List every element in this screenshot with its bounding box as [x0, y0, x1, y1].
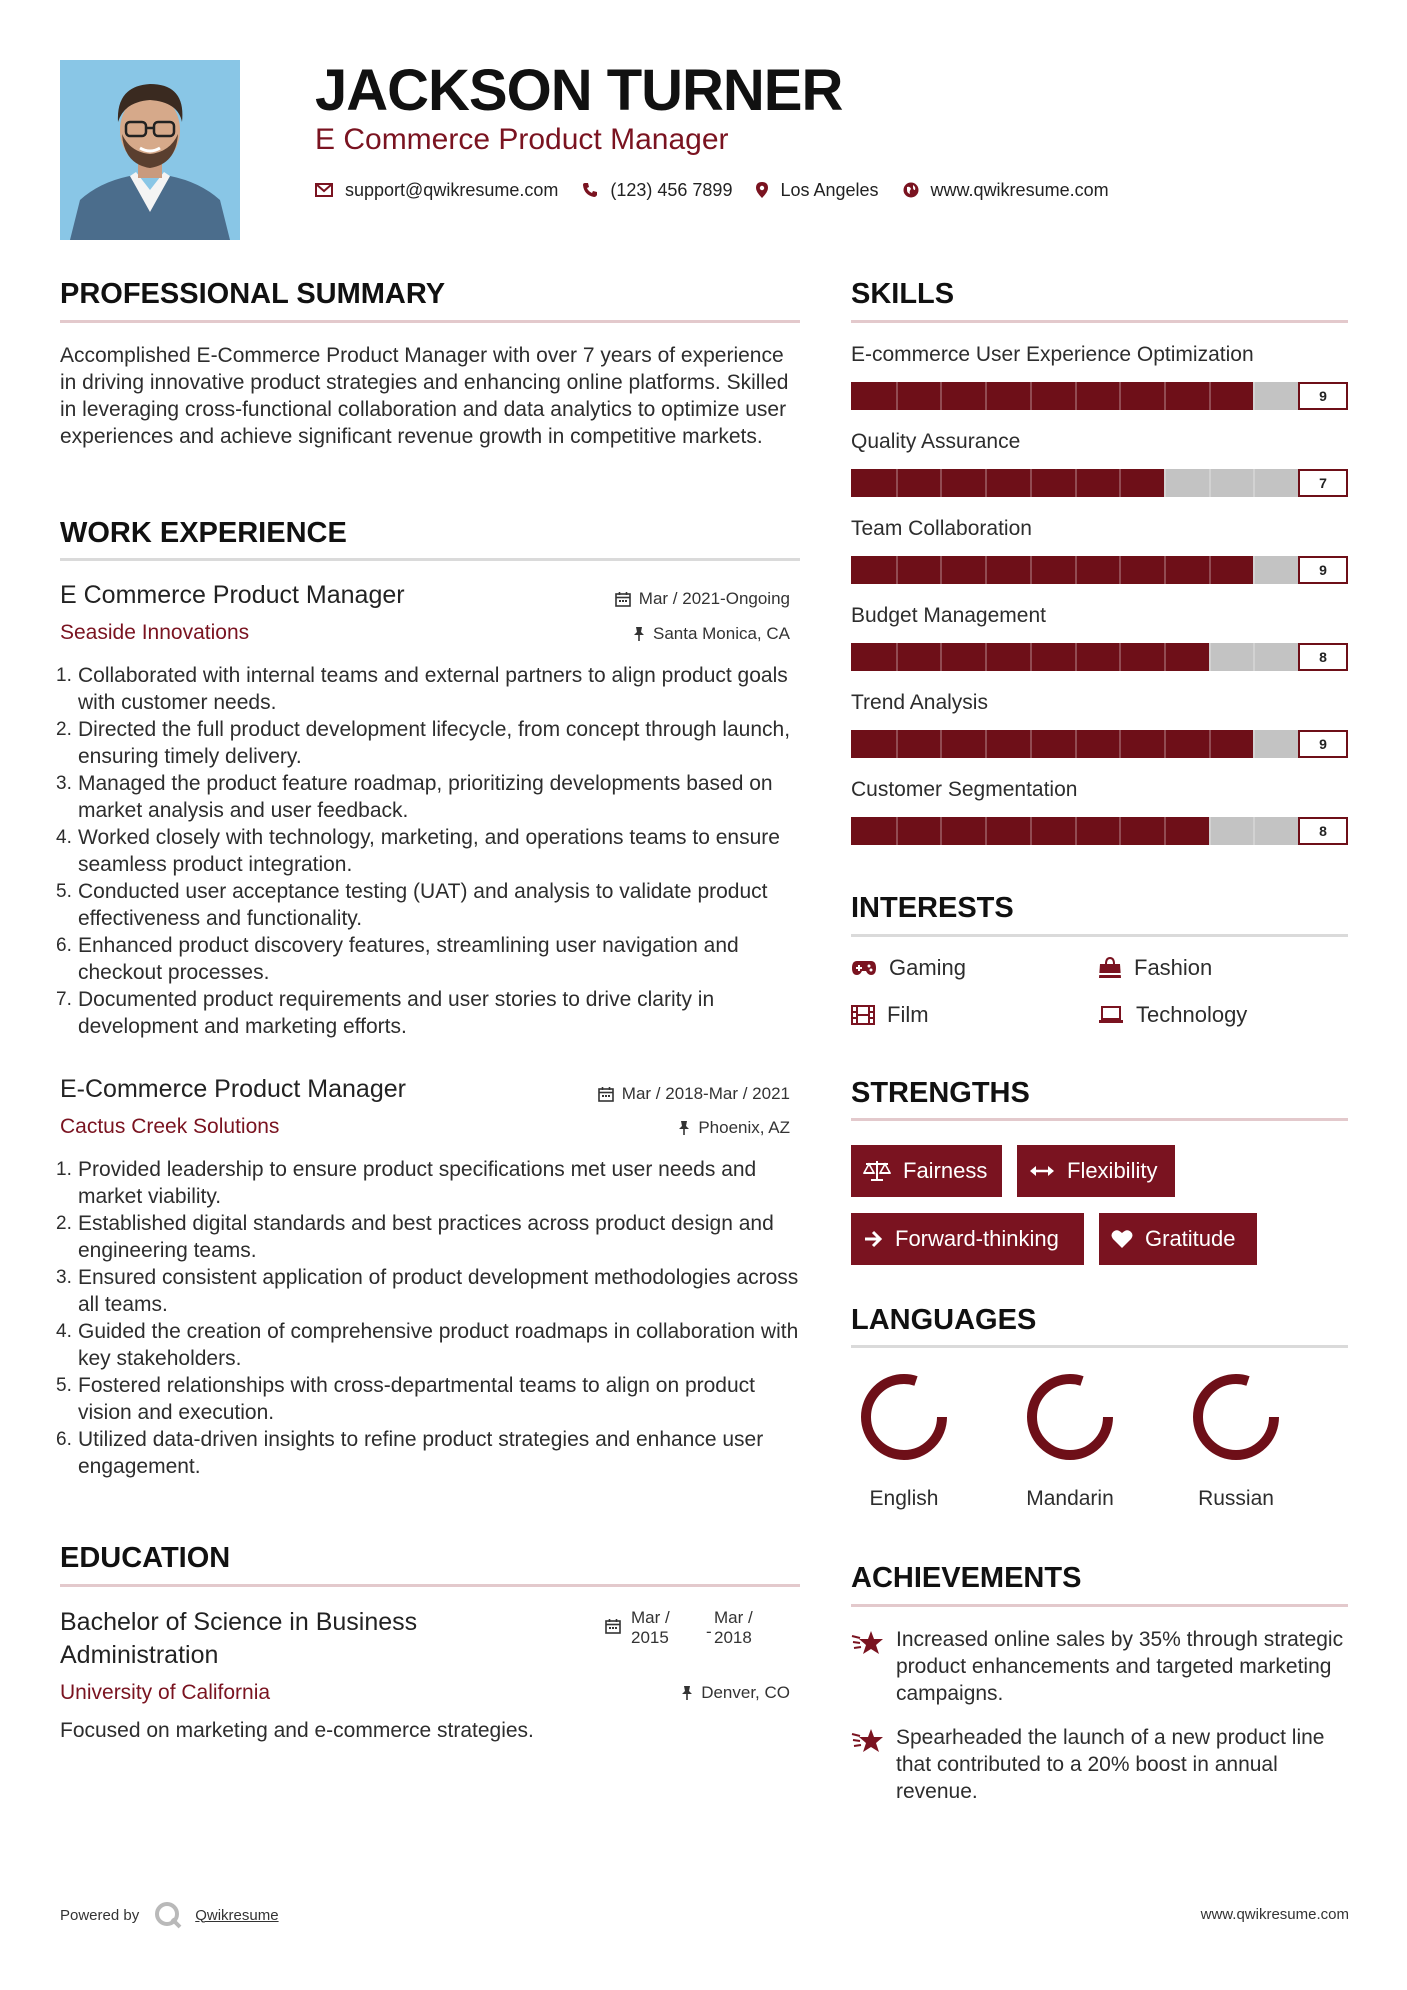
language-proficiency-ring	[1025, 1372, 1115, 1462]
candidate-name: JACKSON TURNER	[315, 58, 843, 123]
phone-text: (123) 456 7899	[610, 179, 733, 200]
skill-level-value: 7	[1298, 469, 1348, 497]
skill-name: Quality Assurance	[851, 430, 1021, 453]
skill-segment-divider	[1030, 556, 1032, 584]
strength-label: Forward-thinking	[895, 1226, 1059, 1251]
list-item: 4. Worked closely with technology, marketing, and operations teams to ensure seamless product integration.	[56, 826, 780, 876]
map-pin-icon	[756, 182, 768, 198]
interests-divider	[851, 934, 1348, 937]
calendar-icon	[615, 591, 631, 607]
avatar	[60, 60, 240, 240]
contact-phone[interactable]	[582, 180, 732, 201]
shopping-bag-icon	[1098, 957, 1122, 979]
summary-divider	[60, 320, 800, 323]
skills-heading: SKILLS	[851, 278, 955, 310]
pushpin-icon	[681, 1685, 693, 1701]
skill-segment-divider	[1164, 643, 1166, 671]
achievements-heading: ACHIEVEMENTS	[851, 1562, 1082, 1594]
skill-segment-divider	[1030, 643, 1032, 671]
brand-link[interactable]: Qwikresume	[195, 1906, 279, 1924]
list-item: 5. Fostered relationships with cross-departmental teams to align on product vision and execution.	[56, 1374, 756, 1424]
summary-heading: PROFESSIONAL SUMMARY	[60, 278, 446, 310]
strength-label: Gratitude	[1145, 1226, 1236, 1251]
degree-title: Bachelor of Science in Business Administration	[60, 1608, 418, 1669]
skill-level-value: 9	[1298, 382, 1348, 410]
list-item: 1. Collaborated with internal teams and external partners to align product goals with customer needs.	[56, 664, 788, 714]
calendar-icon	[605, 1618, 621, 1634]
languages-heading: LANGUAGES	[851, 1304, 1037, 1336]
skill-segment-divider	[896, 730, 898, 758]
skill-segment-divider	[1164, 382, 1166, 410]
job-date	[598, 1083, 790, 1105]
edu-location	[681, 1682, 790, 1704]
language-name: English	[869, 1487, 939, 1510]
language-proficiency-ring	[1191, 1372, 1281, 1462]
edu-end-month: Mar /	[714, 1608, 753, 1627]
skill-segment-divider	[1253, 382, 1255, 410]
list-item: 5. Conducted user acceptance testing (UAT) and analysis to validate product effectiveness and functionality.	[56, 880, 768, 930]
edu-description: Focused on marketing and e-commerce strategies.	[60, 1719, 534, 1742]
strengths-heading: STRENGTHS	[851, 1077, 1030, 1109]
list-item: 3. Ensured consistent application of product development methodologies across all teams.	[56, 1266, 799, 1316]
skill-segment-divider	[940, 382, 942, 410]
skill-segment-divider	[896, 382, 898, 410]
skill-segment-divider	[1075, 817, 1077, 845]
skill-segment-divider	[985, 643, 987, 671]
list-item: 6. Enhanced product discovery features, streamlining user navigation and checkout processes.	[56, 934, 739, 984]
gamepad-icon	[851, 960, 877, 976]
laptop-icon	[1098, 1006, 1124, 1024]
contact-bar	[315, 178, 1133, 202]
job-date-text: Mar / 2021-Ongoing	[638, 589, 790, 608]
skill-segment-divider	[985, 556, 987, 584]
education-heading: EDUCATION	[60, 1542, 231, 1574]
interest-film	[851, 1001, 929, 1029]
list-item: 3. Managed the product feature roadmap, prioritizing developments based on market analysis and user feedback.	[56, 772, 773, 822]
language-proficiency-ring	[859, 1372, 949, 1462]
website-text: www.qwikresume.com	[930, 179, 1109, 200]
skill-segment-divider	[1209, 382, 1211, 410]
qwikresume-logo-icon	[153, 1900, 183, 1930]
job-location-text: Phoenix, AZ	[698, 1118, 790, 1137]
shooting-star-icon	[851, 1628, 885, 1656]
globe-icon	[903, 182, 919, 198]
skill-level-value: 9	[1298, 730, 1348, 758]
interest-gaming	[851, 954, 966, 982]
skill-segment-divider	[985, 469, 987, 497]
list-item: 7. Documented product requirements and user stories to drive clarity in development and marketing efforts.	[56, 988, 715, 1038]
skill-segment-divider	[1119, 469, 1121, 497]
skill-level-bar	[851, 382, 1348, 410]
calendar-icon	[598, 1086, 614, 1102]
job-date	[615, 588, 790, 610]
balance-scale-icon	[863, 1159, 891, 1183]
interests-heading: INTERESTS	[851, 892, 1014, 924]
skill-segment-divider	[1209, 730, 1211, 758]
skill-segment-divider	[940, 730, 942, 758]
skill-segment-divider	[1075, 556, 1077, 584]
achievements-divider	[851, 1604, 1348, 1607]
interest-label: Technology	[1136, 1002, 1248, 1027]
skill-segment-divider	[896, 556, 898, 584]
job-location	[678, 1117, 790, 1139]
contact-email[interactable]	[315, 180, 558, 201]
job-duties-list	[56, 1156, 800, 1480]
skill-segment-divider	[1253, 469, 1255, 497]
contact-location	[756, 180, 878, 201]
skill-segment-divider	[940, 817, 942, 845]
strength-label: Flexibility	[1067, 1158, 1158, 1183]
achievement-text: Spearheaded the launch of a new product line that contributed to a 20% boost in annual revenue.	[896, 1726, 1325, 1803]
edu-end-year: 2018	[714, 1628, 752, 1647]
skill-segment-divider	[1164, 469, 1166, 497]
summary-text: Accomplished E-Commerce Product Manager with over 7 years of experience in driving innovative product strategies and enhancing online platforms. Skilled in leveraging cross-functional collaboration and data analytics to optimize user experiences and achieve significant revenue growth in competitive markets.	[60, 344, 789, 448]
envelope-icon	[315, 183, 333, 197]
skill-segment-divider	[1075, 730, 1077, 758]
interest-label: Fashion	[1134, 955, 1213, 980]
strength-badge-forward-thinking	[851, 1213, 1084, 1265]
skill-segment-divider	[896, 469, 898, 497]
pushpin-icon	[678, 1120, 690, 1136]
skill-level-fill	[851, 382, 1253, 410]
skill-segment-divider	[1209, 817, 1211, 845]
strength-label: Fairness	[903, 1158, 988, 1183]
skill-name: E-commerce User Experience Optimization	[851, 343, 1254, 366]
achievement-text: Increased online sales by 35% through strategic product enhancements and targeted marketing campaigns.	[896, 1628, 1344, 1705]
skill-name: Trend Analysis	[851, 691, 988, 714]
footer-website[interactable]: www.qwikresume.com	[1200, 1906, 1349, 1923]
skill-segment-divider	[1209, 556, 1211, 584]
skill-level-bar	[851, 817, 1348, 845]
skill-segment-divider	[1164, 817, 1166, 845]
edu-date-dash: -	[706, 1622, 712, 1641]
job-title: E Commerce Product Manager	[60, 581, 405, 609]
heart-icon	[1111, 1229, 1133, 1249]
skill-segment-divider	[896, 643, 898, 671]
edu-start-month: Mar /	[631, 1608, 670, 1627]
list-item: 2. Established digital standards and best practices across product design and engineering teams.	[56, 1212, 774, 1262]
skill-segment-divider	[1164, 730, 1166, 758]
skill-level-fill	[851, 730, 1253, 758]
job-company: Seaside Innovations	[60, 621, 250, 644]
skill-segment-divider	[1253, 730, 1255, 758]
language-ring-arc	[1198, 1379, 1274, 1455]
language-ring-arc	[866, 1379, 942, 1455]
skill-segment-divider	[1119, 730, 1121, 758]
skill-level-bar	[851, 469, 1348, 497]
edu-start-year: 2015	[631, 1628, 669, 1647]
strengths-divider	[851, 1118, 1348, 1121]
skill-segment-divider	[940, 469, 942, 497]
skill-name: Customer Segmentation	[851, 778, 1078, 801]
powered-by-label: Powered by	[60, 1906, 140, 1924]
film-icon	[851, 1005, 875, 1025]
skill-segment-divider	[1253, 817, 1255, 845]
job-company: Cactus Creek Solutions	[60, 1115, 280, 1138]
skill-segment-divider	[1075, 643, 1077, 671]
list-item: 2. Directed the full product development lifecycle, from concept through launch, ensuring timely delivery.	[56, 718, 791, 768]
interest-label: Gaming	[889, 955, 967, 980]
skill-segment-divider	[1030, 817, 1032, 845]
school-name: University of California	[60, 1681, 271, 1704]
email-text: support@qwikresume.com	[345, 179, 559, 200]
skill-segment-divider	[1119, 556, 1121, 584]
job-location	[633, 623, 790, 645]
skill-segment-divider	[940, 556, 942, 584]
candidate-role: E Commerce Product Manager	[315, 123, 729, 156]
skill-segment-divider	[1119, 817, 1121, 845]
education-divider	[60, 1584, 800, 1587]
skill-level-value: 8	[1298, 817, 1348, 845]
strength-badge-gratitude	[1099, 1213, 1257, 1265]
skill-level-value: 8	[1298, 643, 1348, 671]
skill-segment-divider	[1075, 469, 1077, 497]
interest-technology	[1098, 1001, 1247, 1029]
skill-segment-divider	[1164, 556, 1166, 584]
skill-segment-divider	[1253, 556, 1255, 584]
skill-name: Budget Management	[851, 604, 1046, 627]
skill-segment-divider	[985, 817, 987, 845]
contact-website[interactable]	[903, 180, 1109, 201]
skill-segment-divider	[940, 643, 942, 671]
footer-powered-by	[60, 1900, 279, 1930]
skill-segment-divider	[1075, 382, 1077, 410]
strength-badge-fairness	[851, 1145, 1002, 1197]
skill-segment-divider	[1119, 643, 1121, 671]
skill-level-bar	[851, 730, 1348, 758]
skill-level-bar	[851, 643, 1348, 671]
language-name: Mandarin	[1026, 1487, 1114, 1510]
skill-level-fill	[851, 556, 1253, 584]
skill-segment-divider	[896, 817, 898, 845]
experience-divider	[60, 558, 800, 561]
skill-segment-divider	[1030, 469, 1032, 497]
interest-fashion	[1098, 954, 1212, 982]
shooting-star-icon	[851, 1726, 885, 1754]
skill-name: Team Collaboration	[851, 517, 1032, 540]
list-item: 1. Provided leadership to ensure product specifications met user needs and market viability.	[56, 1158, 757, 1208]
list-item: 6. Utilized data-driven insights to refine product strategies and enhance user engagement.	[56, 1428, 764, 1478]
skill-level-value: 9	[1298, 556, 1348, 584]
skill-segment-divider	[1119, 382, 1121, 410]
edu-location-text: Denver, CO	[701, 1683, 790, 1702]
job-duties-list	[56, 662, 800, 1040]
language-ring-arc	[1032, 1379, 1108, 1455]
skill-segment-divider	[1209, 643, 1211, 671]
job-location-text: Santa Monica, CA	[652, 624, 790, 643]
skills-divider	[851, 320, 1348, 323]
profile-photo	[60, 60, 240, 240]
languages-divider	[851, 1345, 1348, 1348]
job-date-text: Mar / 2018-Mar / 2021	[621, 1084, 790, 1103]
location-text: Los Angeles	[780, 179, 879, 200]
job-title: E-Commerce Product Manager	[60, 1075, 406, 1103]
strength-badge-flexibility	[1017, 1145, 1175, 1197]
arrows-horizontal-icon	[1029, 1164, 1055, 1178]
language-name: Russian	[1198, 1487, 1274, 1510]
skill-segment-divider	[1209, 469, 1211, 497]
skill-segment-divider	[985, 730, 987, 758]
skill-segment-divider	[985, 382, 987, 410]
interest-label: Film	[887, 1002, 929, 1027]
pushpin-icon	[633, 626, 645, 642]
skill-segment-divider	[1253, 643, 1255, 671]
list-item: 4. Guided the creation of comprehensive product roadmaps in collaboration with key stakeholders.	[56, 1320, 799, 1370]
arrow-right-icon	[863, 1229, 883, 1249]
skill-segment-divider	[1030, 730, 1032, 758]
skill-level-bar	[851, 556, 1348, 584]
skill-segment-divider	[1030, 382, 1032, 410]
phone-icon	[582, 182, 598, 198]
experience-heading: WORK EXPERIENCE	[60, 517, 347, 549]
